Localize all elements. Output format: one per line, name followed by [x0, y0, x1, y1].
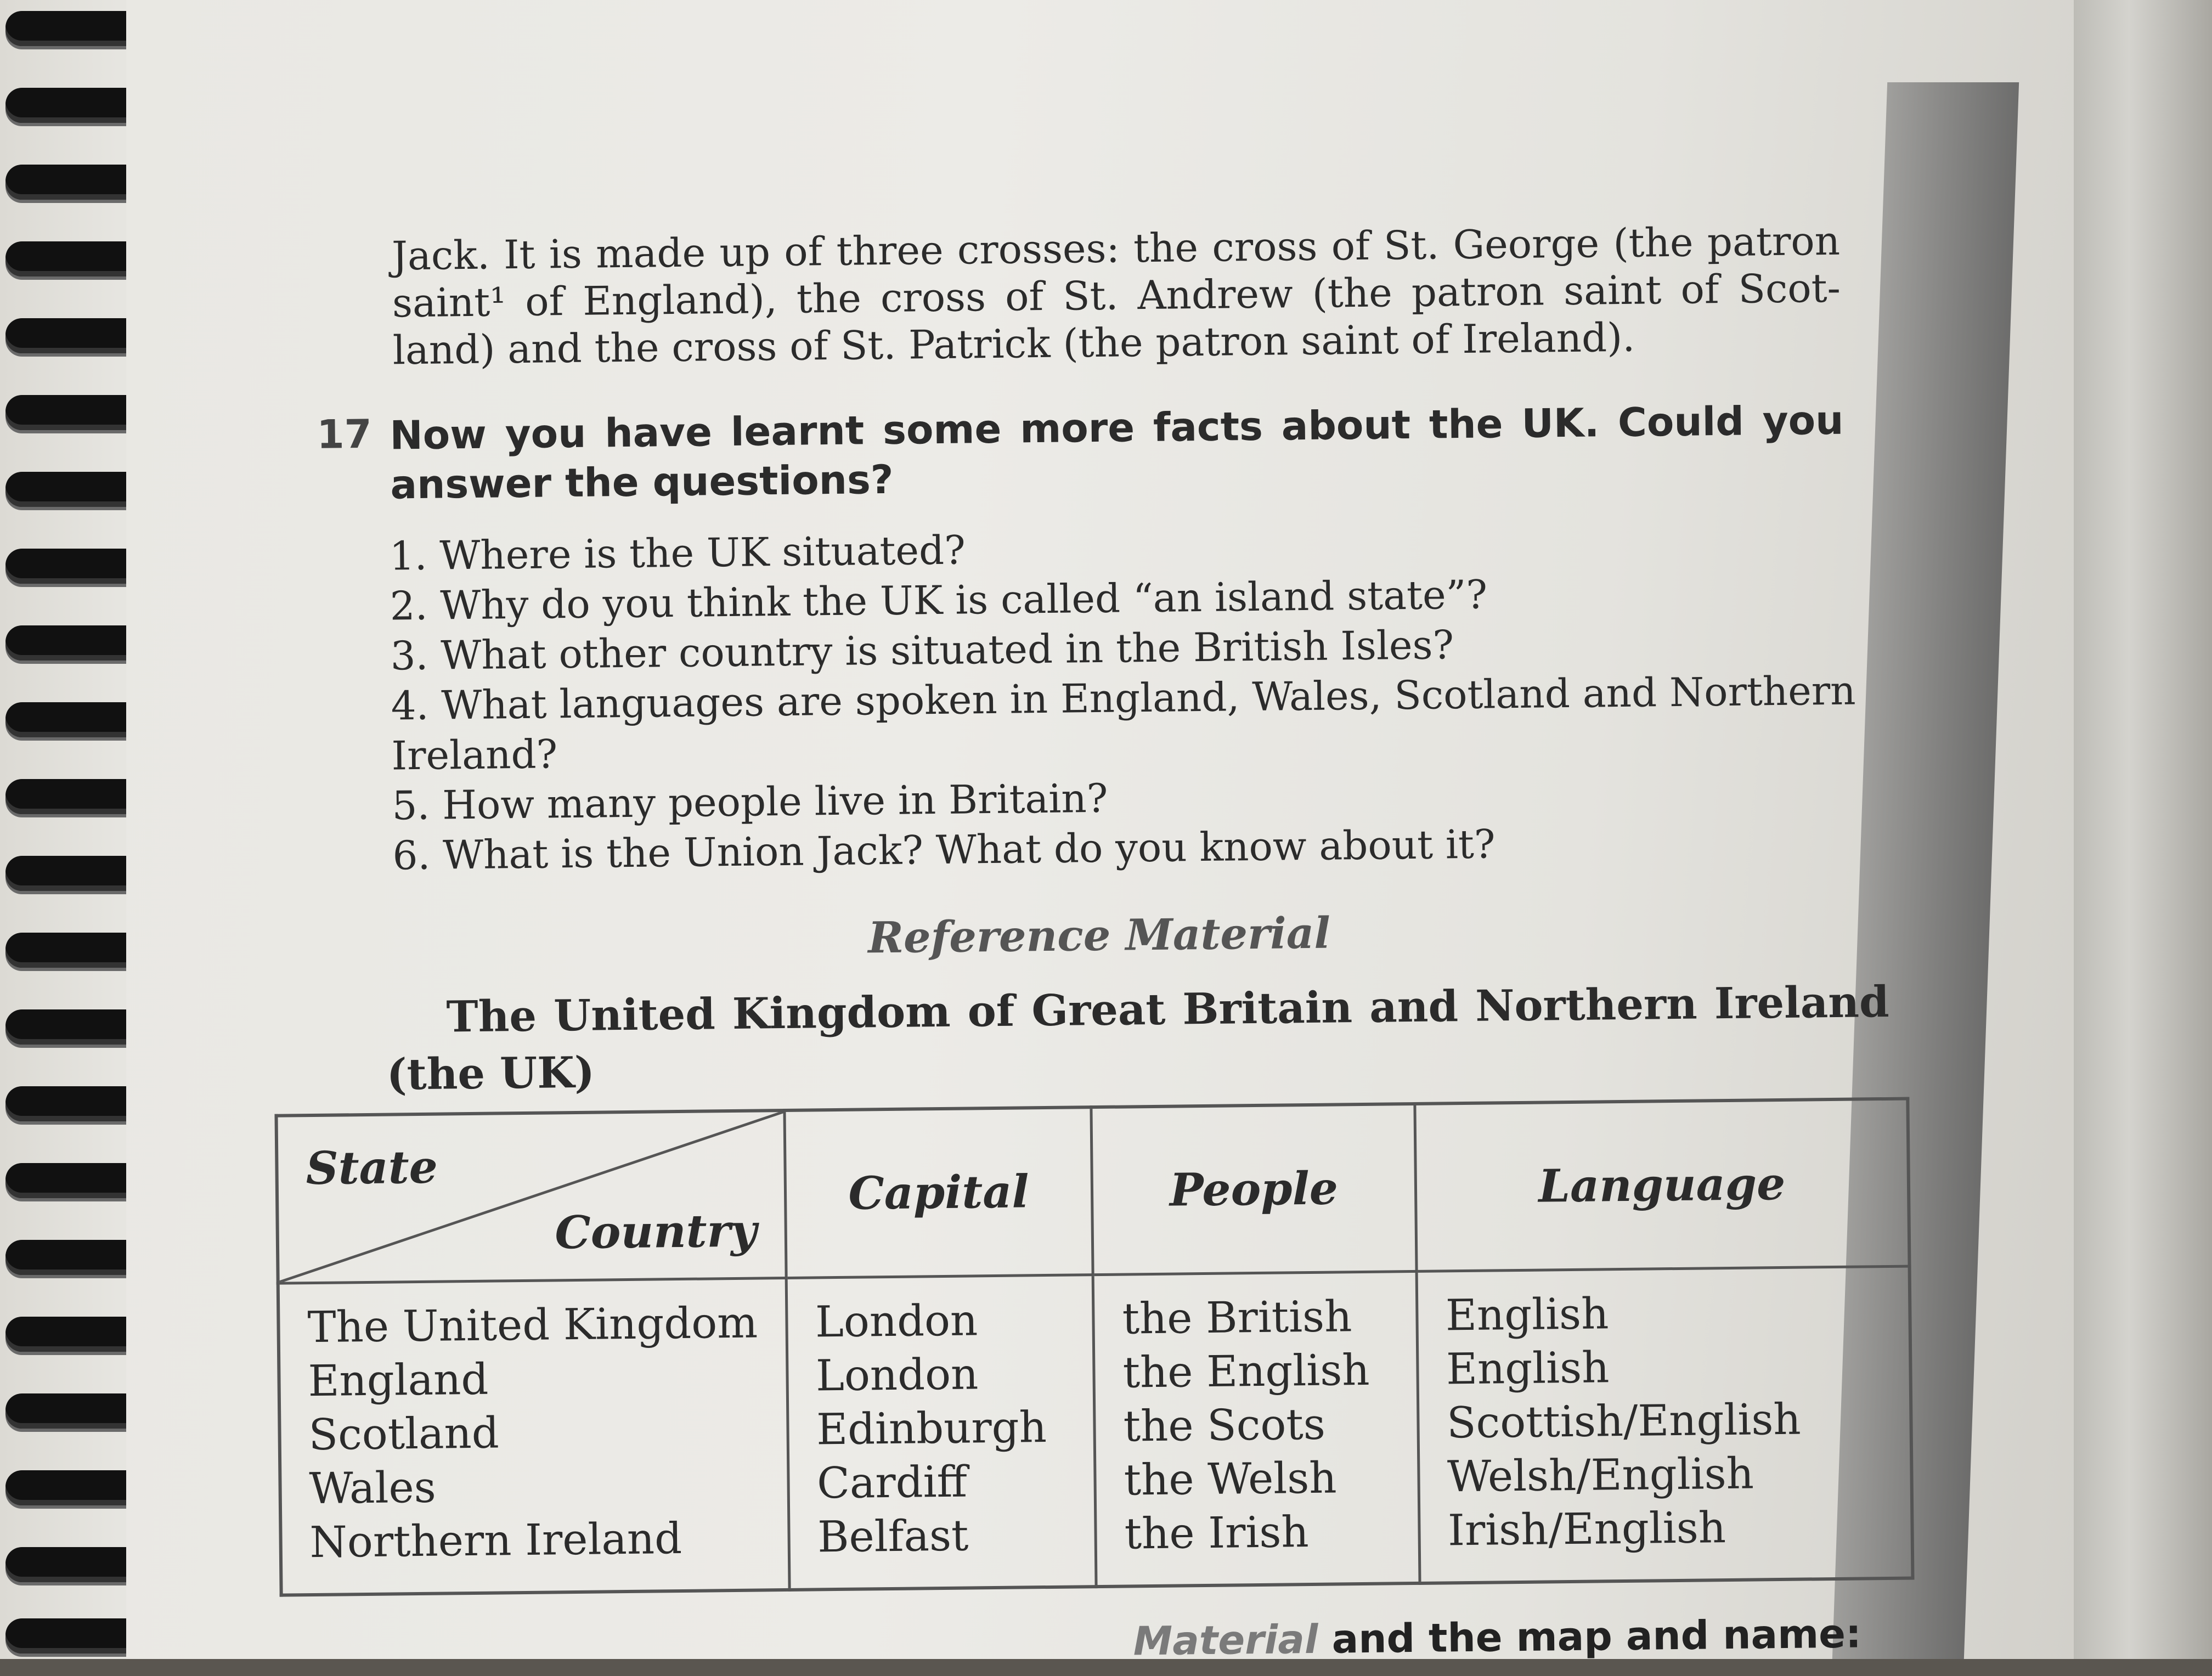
capital-cell: Belfast	[817, 1511, 969, 1562]
header-country: Country	[554, 1204, 757, 1260]
language-column	[1417, 1266, 1913, 1583]
reference-heading: Reference Material	[867, 908, 1331, 963]
country-cell: Scotland	[308, 1408, 500, 1460]
header-state-country	[276, 1110, 786, 1283]
header-capital: Capital	[785, 1107, 1093, 1278]
country-cell: England	[308, 1355, 489, 1407]
faded-text: Material	[1133, 1616, 1318, 1664]
question-item: 1. Where is the UK situated?	[389, 527, 966, 579]
country-cell: Northern Ireland	[309, 1514, 682, 1568]
bottom-text: and the map and name:	[1318, 1610, 1862, 1662]
capital-cell: Edinburgh	[816, 1403, 1047, 1455]
capital-cell: London	[815, 1296, 978, 1347]
intro-paragraph: Jack. It is made up of three crosses: the cross of St. George (the patron saint¹ of England), the cross of St. Andrew (the patron saint of Scot-land) and the cross of St. Patrick (the patron saint of Ireland).	[391, 217, 1841, 374]
country-cell: Wales	[309, 1463, 437, 1514]
language-cell: English	[1446, 1343, 1610, 1395]
people-cell: the British	[1122, 1292, 1352, 1344]
question-item: 3. What other country is situated in the British Isles?	[390, 622, 1454, 679]
capital-cell: London	[815, 1350, 979, 1401]
exercise-title: Now you have learnt some more facts about the UK. Could you answer the questions?	[390, 397, 1844, 508]
people-column	[1093, 1271, 1419, 1587]
table-header-row	[276, 1099, 1910, 1284]
people-cell: the Welsh	[1124, 1453, 1337, 1505]
language-cell: Scottish/English	[1446, 1395, 1802, 1448]
uk-table	[274, 1097, 1914, 1597]
language-cell: Irish/English	[1447, 1503, 1726, 1556]
people-cell: the Irish	[1124, 1508, 1310, 1559]
question-item: 4. What languages are spoken in England, Wales, Scotland and Northern Ireland?	[391, 667, 1856, 779]
exercise-number: 17	[317, 410, 373, 458]
people-cell: the English	[1122, 1345, 1370, 1398]
next-exercise-fragment	[1133, 1610, 1861, 1664]
header-language: Language	[1414, 1099, 1909, 1272]
capital-cell: Cardiff	[816, 1457, 968, 1509]
reference-title: The United Kingdom of Great Britain and Northern Ireland (the UK)	[386, 977, 1889, 1100]
country-cell: The United Kingdom	[307, 1298, 758, 1353]
header-state: State	[306, 1141, 438, 1195]
question-item: 5. How many people live in Britain?	[392, 775, 1108, 829]
people-cell: the Scots	[1123, 1400, 1326, 1452]
question-item: 2. Why do you think the UK is called “an island state”?	[390, 571, 1488, 629]
language-cell: English	[1445, 1289, 1609, 1341]
question-list	[389, 516, 1858, 881]
table-row	[278, 1266, 1913, 1595]
language-cell: Welsh/English	[1447, 1449, 1754, 1502]
question-item: 6. What is the Union Jack? What do you know about it?	[392, 821, 1496, 879]
capital-column	[786, 1275, 1097, 1590]
country-column	[278, 1278, 789, 1595]
header-people: People	[1091, 1104, 1417, 1275]
